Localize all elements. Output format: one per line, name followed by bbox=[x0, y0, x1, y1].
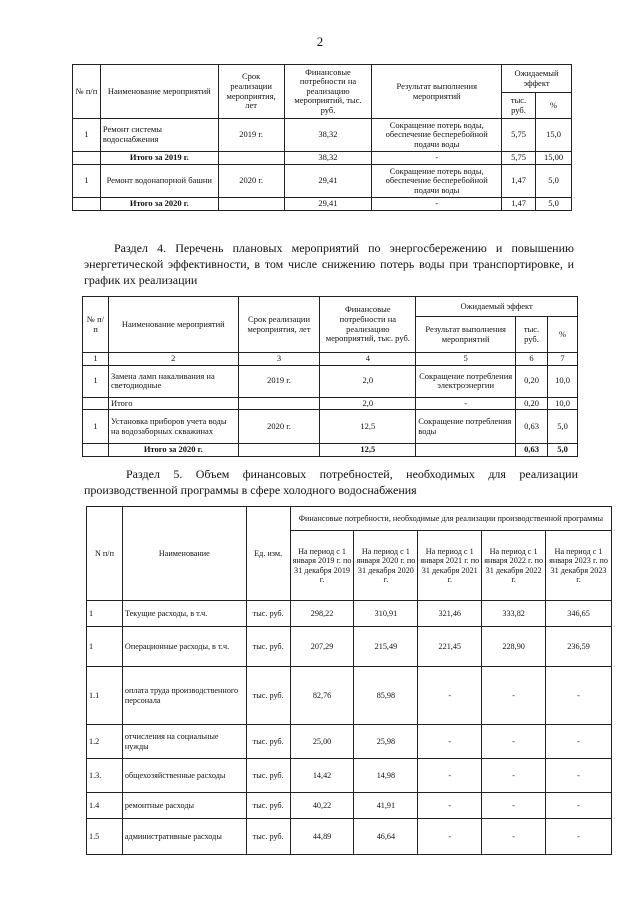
table-row: 1 Замена ламп накаливания на светодиодные 2019 г. 2,0 Сокращение потребления электроэнергии 0,20 10,0 bbox=[83, 365, 578, 397]
financial-needs-table bbox=[86, 506, 612, 855]
col-result-header: Результат выполнения мероприятий bbox=[416, 317, 516, 353]
table-row: 1 Ремонт системы водоснабжения 2019 г. 38,32 Сокращение потерь воды, обеспечение бесперебойной подачи воды 5,75 15,0 bbox=[73, 119, 572, 152]
table-row: 1 Ремонт водонапорной башни 2020 г. 29,41 Сокращение потерь воды, обеспечение бесперебойной подачи воды 1,47 5,0 bbox=[73, 165, 572, 198]
measures-table-2 bbox=[82, 296, 578, 457]
col-name-header: Наименование мероприятий bbox=[108, 297, 238, 353]
column-number-row: 1 2 3 4 5 6 7 bbox=[83, 353, 578, 366]
col-pct-header: % bbox=[536, 93, 572, 119]
table-row: Итого 2,0 - 0,20 10,0 bbox=[83, 397, 578, 410]
table-row: 1 Установка приборов учета воды на водозаборных скважинах 2020 г. 12,5 Сокращение потребления воды 0,63 5,0 bbox=[83, 410, 578, 444]
table-row: 1 Операционные расходы, в т.ч. тыс. руб. 207,29 215,49 221,45 228,90 236,59 bbox=[87, 627, 612, 667]
col-period-2019: На период с 1 января 2019 г. по 31 декабря 2019 г. bbox=[290, 531, 354, 601]
col-period-2023: На период с 1 января 2023 г. по 31 декабря 2023 г. bbox=[546, 531, 612, 601]
col-unit-header: Ед. изм. bbox=[246, 507, 290, 601]
col-name-header: Наименование bbox=[122, 507, 246, 601]
col-period-2021: На период с 1 января 2021 г. по 31 декабря 2021 г. bbox=[418, 531, 482, 601]
table-row: 1.3. общехозяйственные расходы тыс. руб. 14,42 14,98 - - - bbox=[87, 759, 612, 793]
table-row: 1.2 отчисления на социальные нужды тыс. руб. 25,00 25,98 - - - bbox=[87, 725, 612, 759]
col-effect-header: Ожидаемый эффект bbox=[502, 65, 572, 93]
section-5-heading: Раздел 5. Объем финансовых потребностей, необходимых для реализации производственной программы в сфере холодного водоснабжения bbox=[84, 467, 578, 497]
col-name-header: Наименование мероприятий bbox=[100, 65, 218, 119]
col-pct-header: % bbox=[548, 317, 578, 353]
table-row: Итого за 2019 г. 38,32 - 5,75 15,00 bbox=[73, 152, 572, 165]
col-num-header: № п/п bbox=[73, 65, 101, 119]
table-row: Итого за 2020 г. 12,5 0,63 5,0 bbox=[83, 444, 578, 457]
col-unit-header: тыс. руб. bbox=[502, 93, 536, 119]
table-row: Итого за 2020 г. 29,41 - 1,47 5,0 bbox=[73, 198, 572, 211]
col-num-header: N п/п bbox=[87, 507, 123, 601]
col-fin-header: Финансовые потребности на реализацию мероприятий, тыс. руб. bbox=[320, 297, 416, 353]
col-result-header: Результат выполнения мероприятий bbox=[372, 65, 502, 119]
col-term-header: Срок реализации мероприятия, лет bbox=[238, 297, 320, 353]
col-period-2022: На период с 1 января 2022 г. по 31 декабря 2022 г. bbox=[482, 531, 546, 601]
table-row: 1.1 оплата труда производственного персонала тыс. руб. 82,76 85,98 - - - bbox=[87, 667, 612, 725]
section-4-heading: Раздел 4. Перечень плановых мероприятий по энергосбережению и повышению энергетической эффективности, в том числе снижению потерь воды при транспортировке, и график их реализации bbox=[84, 241, 574, 287]
table-row: 1.5 административные расходы тыс. руб. 44,89 46,64 - - - bbox=[87, 819, 612, 855]
col-period-2020: На период с 1 января 2020 г. по 31 декабря 2020 г. bbox=[354, 531, 418, 601]
table-row: 1.4 ремонтные расходы тыс. руб. 40,22 41,91 - - - bbox=[87, 793, 612, 819]
col-term-header: Срок реализации мероприятия, лет bbox=[218, 65, 284, 119]
col-num-header: № п/п bbox=[83, 297, 109, 353]
col-fin-header: Финансовые потребности, необходимые для реализации производственной программы bbox=[290, 507, 611, 531]
col-unit-header: тыс. руб. bbox=[516, 317, 548, 353]
col-fin-header: Финансовые потребности на реализацию мероприятий, тыс. руб. bbox=[284, 65, 372, 119]
page-number: 2 bbox=[316, 34, 324, 49]
measures-table-1 bbox=[72, 64, 572, 211]
col-effect-header: Ожидаемый эффект bbox=[416, 297, 578, 317]
table-row: 1 Текущие расходы, в т.ч. тыс. руб. 298,22 310,91 321,46 333,82 346,65 bbox=[87, 601, 612, 627]
